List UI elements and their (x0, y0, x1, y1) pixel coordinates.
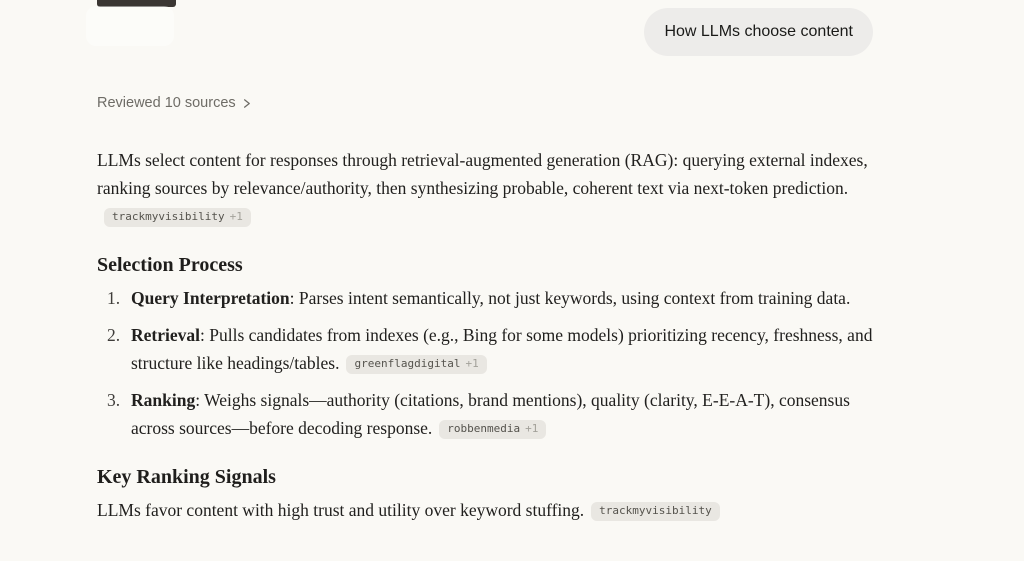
citation-chip[interactable] (591, 502, 720, 521)
user-message-bubble (644, 8, 873, 56)
citation-chip[interactable] (439, 420, 546, 439)
citation-source: greenflagdigital (354, 357, 461, 370)
reviewed-sources-label: Reviewed 10 sources (97, 95, 236, 111)
list-item-number: 1. (107, 288, 121, 308)
list-item-text: : Pulls candidates from indexes (e.g., Bing for some models) prioritizing recency, freshness, and structure like headings/tables. (131, 325, 873, 373)
intro-text: LLMs select content for responses through retrieval-augmented generation (RAG): querying external indexes, ranking sources by relevance/authority, then synthesizing probable, coherent text via next-token prediction. (97, 150, 868, 198)
list-item (97, 284, 875, 312)
citation-source: trackmyvisibility (599, 504, 712, 517)
list-item (97, 321, 875, 377)
section-heading-selection-process: Selection Process (97, 254, 243, 276)
list-item-text: : Weighs signals—authority (citations, brand mentions), quality (clarity, E-E-A-T), consensus across sources—before decoding response. (131, 390, 850, 438)
selection-process-list (97, 284, 875, 442)
cutoff-element-ghost (86, 6, 174, 46)
list-item-body (131, 321, 875, 377)
section-heading-key-ranking-signals: Key Ranking Signals (97, 466, 276, 488)
list-item-term: Ranking (131, 390, 196, 410)
outro-paragraph (97, 496, 875, 524)
user-message-text: How LLMs choose content (664, 23, 853, 40)
list-item-number: 3. (107, 390, 121, 410)
chevron-right-icon (241, 98, 252, 109)
intro-paragraph (97, 146, 875, 230)
list-item (97, 386, 875, 442)
list-item-number: 2. (107, 325, 121, 345)
list-item-body (131, 284, 875, 312)
citation-extra-count: +1 (229, 210, 243, 223)
list-item-term: Query Interpretation (131, 288, 290, 308)
list-item-term: Retrieval (131, 325, 200, 345)
reviewed-sources-link[interactable] (97, 95, 252, 111)
citation-chip[interactable] (346, 355, 486, 374)
citation-extra-count: +1 (465, 357, 479, 370)
citation-chip[interactable] (104, 208, 251, 227)
citation-extra-count: +1 (525, 422, 539, 435)
list-item-text: : Parses intent semantically, not just keywords, using context from training data. (289, 288, 851, 308)
citation-source: robbenmedia (447, 422, 521, 435)
outro-text: LLMs favor content with high trust and utility over keyword stuffing. (97, 500, 585, 520)
list-item-body (131, 386, 875, 442)
assistant-response (97, 146, 875, 524)
citation-source: trackmyvisibility (112, 210, 225, 223)
